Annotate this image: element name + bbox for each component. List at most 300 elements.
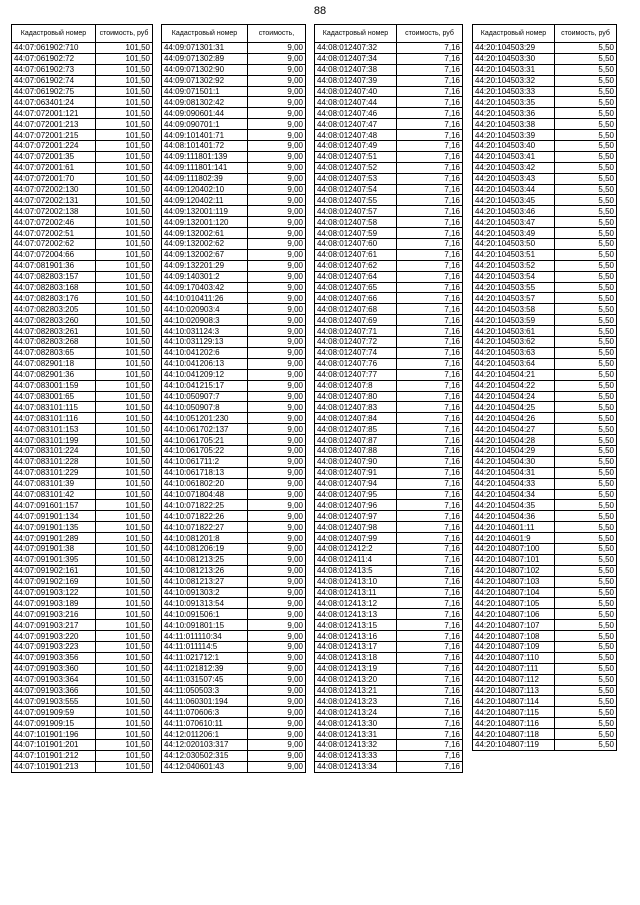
cadastral-number-cell: 44:07:072001:224 — [12, 141, 96, 152]
cadastral-number-cell: 44:08:012407:91 — [315, 467, 397, 478]
table-row — [162, 217, 306, 228]
cadastral-number-cell: 44:08:012413:30 — [315, 718, 397, 729]
table-row — [315, 456, 463, 467]
table-row — [12, 195, 153, 206]
table-row — [473, 543, 617, 554]
cost-cell: 7,16 — [397, 576, 463, 587]
page-number: 88 — [313, 5, 327, 17]
cadastral-number-cell: 44:12:030502:315 — [162, 750, 248, 761]
table-row — [473, 500, 617, 511]
cadastral-number-cell: 44:20:104807:118 — [473, 729, 555, 740]
table-row — [473, 424, 617, 435]
table-row — [12, 740, 153, 751]
table-row — [315, 108, 463, 119]
cost-cell: 101,50 — [96, 641, 153, 652]
cadastral-number-cell: 44:07:072002:46 — [12, 217, 96, 228]
table-row — [12, 304, 153, 315]
cost-cell: 9,00 — [248, 587, 306, 598]
cadastral-number-cell: 44:20:104503:32 — [473, 75, 555, 86]
cadastral-number-cell: 44:20:104807:109 — [473, 641, 555, 652]
cost-cell: 101,50 — [96, 119, 153, 130]
cadastral-number-cell: 44:09:132001:120 — [162, 217, 248, 228]
cost-cell: 7,16 — [397, 380, 463, 391]
cadastral-number-cell: 44:08:012407:44 — [315, 97, 397, 108]
cost-cell: 5,50 — [555, 707, 617, 718]
cadastral-number-cell: 44:10:020908:3 — [162, 315, 248, 326]
cadastral-number-cell: 44:11:021812:39 — [162, 663, 248, 674]
cadastral-number-cell: 44:20:104807:114 — [473, 696, 555, 707]
cadastral-number-cell: 44:11:021712:1 — [162, 652, 248, 663]
cadastral-table-1 — [11, 24, 153, 773]
table-row — [12, 86, 153, 97]
cadastral-number-cell: 44:08:012407:54 — [315, 184, 397, 195]
cost-cell: 9,00 — [248, 337, 306, 348]
cadastral-table-4 — [472, 24, 617, 751]
table-row — [12, 402, 153, 413]
cadastral-number-cell: 44:08:012413:24 — [315, 707, 397, 718]
cost-cell: 101,50 — [96, 130, 153, 141]
cadastral-number-cell: 44:07:083101:115 — [12, 402, 96, 413]
cost-cell: 5,50 — [555, 456, 617, 467]
cost-cell: 5,50 — [555, 631, 617, 642]
cost-cell: 5,50 — [555, 424, 617, 435]
table-row — [12, 97, 153, 108]
table-row — [162, 718, 306, 729]
cadastral-number-cell: 44:12:020103:317 — [162, 740, 248, 751]
cost-cell: 101,50 — [96, 740, 153, 751]
cost-cell: 9,00 — [248, 151, 306, 162]
table-row — [12, 141, 153, 152]
cadastral-number-cell: 44:07:072001:213 — [12, 119, 96, 130]
table-row — [315, 707, 463, 718]
table-row — [473, 435, 617, 446]
cadastral-number-cell: 44:10:081213:27 — [162, 576, 248, 587]
cost-cell: 9,00 — [248, 435, 306, 446]
table-row — [162, 674, 306, 685]
cadastral-number-cell: 44:09:071302:90 — [162, 64, 248, 75]
cost-cell: 9,00 — [248, 696, 306, 707]
cadastral-number-cell: 44:08:012413:11 — [315, 587, 397, 598]
table-row — [315, 445, 463, 456]
cadastral-number-cell: 44:20:104503:33 — [473, 86, 555, 97]
table-row — [12, 380, 153, 391]
cadastral-number-cell: 44:08:012407:32 — [315, 43, 397, 54]
table-row — [12, 369, 153, 380]
table-row — [315, 750, 463, 761]
cadastral-number-cell: 44:08:012407:88 — [315, 445, 397, 456]
table-row — [162, 522, 306, 533]
table-row — [162, 97, 306, 108]
cost-cell: 101,50 — [96, 456, 153, 467]
table-row — [315, 467, 463, 478]
cadastral-number-cell: 44:09:090601:44 — [162, 108, 248, 119]
cost-cell: 101,50 — [96, 718, 153, 729]
cadastral-number-cell: 44:08:012413:34 — [315, 761, 397, 772]
cost-cell: 9,00 — [248, 663, 306, 674]
table-row — [473, 293, 617, 304]
cadastral-number-cell: 44:08:101401:72 — [162, 141, 248, 152]
cost-cell: 101,50 — [96, 511, 153, 522]
table-row — [473, 239, 617, 250]
table-row — [473, 380, 617, 391]
cost-cell: 101,50 — [96, 674, 153, 685]
table-row — [162, 685, 306, 696]
cost-cell: 9,00 — [248, 391, 306, 402]
cadastral-number-cell: 44:08:012407:47 — [315, 119, 397, 130]
cadastral-number-cell: 44:09:120402:11 — [162, 195, 248, 206]
cost-cell: 101,50 — [96, 402, 153, 413]
cost-cell: 7,16 — [397, 598, 463, 609]
table-row — [315, 53, 463, 64]
cadastral-number-cell: 44:08:012407:34 — [315, 53, 397, 64]
cost-cell: 5,50 — [555, 598, 617, 609]
cost-cell: 9,00 — [248, 598, 306, 609]
cost-cell: 101,50 — [96, 554, 153, 565]
table-row — [12, 64, 153, 75]
cost-cell: 9,00 — [248, 206, 306, 217]
table-row — [315, 522, 463, 533]
table-row — [315, 271, 463, 282]
cadastral-number-cell: 44:07:091903:216 — [12, 609, 96, 620]
table-row — [12, 293, 153, 304]
cadastral-number-cell: 44:20:104503:51 — [473, 249, 555, 260]
table-row — [162, 337, 306, 348]
cadastral-number-cell: 44:07:091901:395 — [12, 554, 96, 565]
table-row — [162, 151, 306, 162]
table-row — [162, 380, 306, 391]
cost-cell: 7,16 — [397, 750, 463, 761]
table-row — [162, 86, 306, 97]
cadastral-number-cell: 44:11:031507:45 — [162, 674, 248, 685]
cost-cell: 9,00 — [248, 445, 306, 456]
cost-cell: 101,50 — [96, 761, 153, 772]
cost-cell: 101,50 — [96, 195, 153, 206]
table-row — [162, 631, 306, 642]
table-row — [12, 217, 153, 228]
cadastral-number-cell: 44:10:051201:230 — [162, 413, 248, 424]
cost-cell: 101,50 — [96, 43, 153, 54]
cost-cell: 5,50 — [555, 75, 617, 86]
table-row — [473, 445, 617, 456]
cost-cell: 5,50 — [555, 696, 617, 707]
cost-cell: 5,50 — [555, 533, 617, 544]
cost-cell: 5,50 — [555, 435, 617, 446]
cost-cell: 101,50 — [96, 609, 153, 620]
cadastral-number-cell: 44:10:041202:6 — [162, 347, 248, 358]
cost-cell: 7,16 — [397, 456, 463, 467]
cadastral-number-cell: 44:07:072002:51 — [12, 228, 96, 239]
cost-cell: 7,16 — [397, 271, 463, 282]
cadastral-number-cell: 44:10:041206:13 — [162, 358, 248, 369]
cost-cell: 101,50 — [96, 565, 153, 576]
table-row — [162, 620, 306, 631]
cadastral-number-cell: 44:08:012407:85 — [315, 424, 397, 435]
table-row — [162, 663, 306, 674]
cost-cell: 7,16 — [397, 761, 463, 772]
table-row — [12, 761, 153, 772]
cost-cell: 5,50 — [555, 380, 617, 391]
cost-cell: 7,16 — [397, 631, 463, 642]
cost-cell: 101,50 — [96, 587, 153, 598]
cadastral-number-cell: 44:09:111802:39 — [162, 173, 248, 184]
cost-cell: 101,50 — [96, 543, 153, 554]
cadastral-number-cell: 44:07:083101:153 — [12, 424, 96, 435]
cost-cell: 101,50 — [96, 151, 153, 162]
cost-cell: 7,16 — [397, 663, 463, 674]
cadastral-number-cell: 44:07:072004:66 — [12, 249, 96, 260]
cadastral-number-cell: 44:09:090701:1 — [162, 119, 248, 130]
cost-cell: 101,50 — [96, 86, 153, 97]
table-row — [473, 75, 617, 86]
cadastral-number-cell: 44:20:104504:36 — [473, 511, 555, 522]
cost-cell: 101,50 — [96, 239, 153, 250]
table-row — [162, 598, 306, 609]
cadastral-number-cell: 44:08:012407:96 — [315, 500, 397, 511]
table-row — [12, 652, 153, 663]
cost-cell: 7,16 — [397, 729, 463, 740]
cost-cell: 7,16 — [397, 162, 463, 173]
table-row — [473, 228, 617, 239]
table-row — [315, 151, 463, 162]
cadastral-number-cell: 44:20:104807:105 — [473, 598, 555, 609]
cadastral-number-cell: 44:08:012407:76 — [315, 358, 397, 369]
cadastral-number-cell: 44:09:120402:10 — [162, 184, 248, 195]
table-row — [473, 467, 617, 478]
cost-cell: 9,00 — [248, 511, 306, 522]
cadastral-number-cell: 44:11:070610:11 — [162, 718, 248, 729]
cost-cell: 5,50 — [555, 543, 617, 554]
table-row — [12, 249, 153, 260]
cadastral-number-cell: 44:10:010411:26 — [162, 293, 248, 304]
table-row — [162, 435, 306, 446]
cost-cell: 9,00 — [248, 293, 306, 304]
cost-cell: 9,00 — [248, 217, 306, 228]
cadastral-number-cell: 44:08:012407:90 — [315, 456, 397, 467]
cadastral-number-cell: 44:07:072001:215 — [12, 130, 96, 141]
cost-cell: 9,00 — [248, 543, 306, 554]
cadastral-number-cell: 44:08:012407:62 — [315, 260, 397, 271]
cadastral-number-cell: 44:20:104503:36 — [473, 108, 555, 119]
cost-cell: 7,16 — [397, 369, 463, 380]
cadastral-number-cell: 44:20:104807:100 — [473, 543, 555, 554]
cadastral-number-cell: 44:07:091903:356 — [12, 652, 96, 663]
cost-cell: 7,16 — [397, 435, 463, 446]
table-row — [473, 685, 617, 696]
table-row — [473, 478, 617, 489]
cost-cell: 5,50 — [555, 239, 617, 250]
table-row — [473, 315, 617, 326]
cadastral-number-cell: 44:07:083101:228 — [12, 456, 96, 467]
cadastral-number-cell: 44:08:012407:99 — [315, 533, 397, 544]
cost-cell: 101,50 — [96, 228, 153, 239]
table-row — [12, 445, 153, 456]
cadastral-number-cell: 44:20:104807:108 — [473, 631, 555, 642]
table-row — [473, 576, 617, 587]
cadastral-number-cell: 44:09:111801:141 — [162, 162, 248, 173]
cost-cell: 101,50 — [96, 141, 153, 152]
cadastral-number-cell: 44:10:061718:13 — [162, 467, 248, 478]
cost-cell: 5,50 — [555, 718, 617, 729]
table-row — [162, 358, 306, 369]
cadastral-number-cell: 44:20:104504:24 — [473, 391, 555, 402]
cost-cell: 101,50 — [96, 685, 153, 696]
cost-cell: 5,50 — [555, 445, 617, 456]
table-row — [12, 750, 153, 761]
cost-cell: 101,50 — [96, 293, 153, 304]
cost-cell: 7,16 — [397, 500, 463, 511]
cost-cell: 5,50 — [555, 413, 617, 424]
cost-cell: 5,50 — [555, 337, 617, 348]
cost-cell: 7,16 — [397, 445, 463, 456]
cost-cell: 9,00 — [248, 674, 306, 685]
cost-cell: 5,50 — [555, 195, 617, 206]
table-row — [162, 750, 306, 761]
cadastral-number-cell: 44:08:012413:15 — [315, 620, 397, 631]
cost-cell: 9,00 — [248, 467, 306, 478]
cost-cell: 101,50 — [96, 271, 153, 282]
cost-cell: 101,50 — [96, 445, 153, 456]
cost-cell: 5,50 — [555, 206, 617, 217]
table-row — [315, 587, 463, 598]
cost-cell: 9,00 — [248, 347, 306, 358]
cost-cell: 5,50 — [555, 740, 617, 751]
cost-cell: 5,50 — [555, 652, 617, 663]
table-row — [315, 576, 463, 587]
cadastral-number-cell: 44:08:012407:60 — [315, 239, 397, 250]
table-row — [162, 478, 306, 489]
cost-cell: 7,16 — [397, 543, 463, 554]
table-row — [315, 358, 463, 369]
table-row — [162, 511, 306, 522]
cost-cell: 5,50 — [555, 565, 617, 576]
cadastral-number-cell: 44:09:170403:42 — [162, 282, 248, 293]
cadastral-number-cell: 44:07:083101:116 — [12, 413, 96, 424]
cost-cell: 9,00 — [248, 53, 306, 64]
cadastral-number-cell: 44:11:050503:3 — [162, 685, 248, 696]
table-row — [315, 315, 463, 326]
table-row — [315, 511, 463, 522]
cost-cell: 5,50 — [555, 685, 617, 696]
table-row — [162, 260, 306, 271]
cadastral-number-cell: 44:08:012413:17 — [315, 641, 397, 652]
cadastral-number-cell: 44:10:091506:1 — [162, 609, 248, 620]
table-row — [12, 435, 153, 446]
cost-cell: 5,50 — [555, 108, 617, 119]
cadastral-number-cell: 44:20:104503:46 — [473, 206, 555, 217]
table-row — [473, 718, 617, 729]
table-row — [12, 543, 153, 554]
cadastral-number-cell: 44:08:012407:39 — [315, 75, 397, 86]
cadastral-number-cell: 44:08:012407:46 — [315, 108, 397, 119]
cost-cell: 7,16 — [397, 358, 463, 369]
cadastral-number-cell: 44:07:082803:205 — [12, 304, 96, 315]
cost-cell: 5,50 — [555, 554, 617, 565]
cadastral-number-cell: 44:20:104503:38 — [473, 119, 555, 130]
cost-cell: 101,50 — [96, 424, 153, 435]
cadastral-number-cell: 44:08:012413:32 — [315, 740, 397, 751]
cadastral-number-cell: 44:07:091903:189 — [12, 598, 96, 609]
table-row — [473, 707, 617, 718]
cadastral-number-cell: 44:20:104503:42 — [473, 162, 555, 173]
table-row — [12, 151, 153, 162]
cost-cell: 9,00 — [248, 97, 306, 108]
cadastral-number-cell: 44:07:082803:268 — [12, 337, 96, 348]
cadastral-number-cell: 44:20:104503:31 — [473, 64, 555, 75]
cadastral-number-cell: 44:07:083101:229 — [12, 467, 96, 478]
cadastral-number-cell: 44:09:071501:1 — [162, 86, 248, 97]
cost-cell: 101,50 — [96, 413, 153, 424]
cadastral-number-cell: 44:08:012407:57 — [315, 206, 397, 217]
cadastral-number-cell: 44:08:012407:84 — [315, 413, 397, 424]
cadastral-number-header: Кадастровый номер — [162, 25, 248, 43]
cadastral-number-cell: 44:10:081213:26 — [162, 565, 248, 576]
cadastral-number-cell: 44:07:091902:169 — [12, 576, 96, 587]
cadastral-number-cell: 44:09:140301:2 — [162, 271, 248, 282]
cost-cell: 9,00 — [248, 228, 306, 239]
table-row — [315, 97, 463, 108]
table-row — [12, 511, 153, 522]
cost-cell: 9,00 — [248, 282, 306, 293]
cadastral-number-cell: 44:20:104504:26 — [473, 413, 555, 424]
cadastral-number-cell: 44:20:104807:107 — [473, 620, 555, 631]
cadastral-number-cell: 44:10:081201:8 — [162, 533, 248, 544]
cadastral-number-cell: 44:20:104503:62 — [473, 337, 555, 348]
cadastral-number-cell: 44:07:082803:261 — [12, 326, 96, 337]
cost-cell: 9,00 — [248, 326, 306, 337]
table-row — [315, 761, 463, 772]
cadastral-number-cell: 44:07:083001:159 — [12, 380, 96, 391]
cadastral-number-cell: 44:07:091909:59 — [12, 707, 96, 718]
table-row — [162, 195, 306, 206]
cadastral-number-cell: 44:20:104807:112 — [473, 674, 555, 685]
cost-cell: 101,50 — [96, 435, 153, 446]
cadastral-number-cell: 44:10:071822:26 — [162, 511, 248, 522]
table-row — [12, 489, 153, 500]
table-row — [162, 315, 306, 326]
table-row — [473, 456, 617, 467]
cost-cell: 5,50 — [555, 86, 617, 97]
table-row — [473, 674, 617, 685]
cost-cell: 5,50 — [555, 282, 617, 293]
cadastral-number-cell: 44:10:061702:137 — [162, 424, 248, 435]
cost-cell: 101,50 — [96, 750, 153, 761]
cost-cell: 9,00 — [248, 184, 306, 195]
table-row — [12, 729, 153, 740]
cadastral-number-cell: 44:07:061902:74 — [12, 75, 96, 86]
cadastral-number-cell: 44:09:081302:42 — [162, 97, 248, 108]
cost-cell: 5,50 — [555, 620, 617, 631]
table-row — [315, 478, 463, 489]
cadastral-number-cell: 44:10:071822:25 — [162, 500, 248, 511]
cadastral-number-cell: 44:10:091801:15 — [162, 620, 248, 631]
table-row — [315, 249, 463, 260]
cadastral-number-cell: 44:08:012407:72 — [315, 337, 397, 348]
table-row — [473, 631, 617, 642]
cost-cell: 9,00 — [248, 75, 306, 86]
cost-cell: 9,00 — [248, 631, 306, 642]
cadastral-number-cell: 44:07:072002:131 — [12, 195, 96, 206]
cost-cell: 5,50 — [555, 500, 617, 511]
table-row — [315, 663, 463, 674]
cost-cell: 7,16 — [397, 620, 463, 631]
cadastral-number-cell: 44:08:012407:98 — [315, 522, 397, 533]
table-row — [473, 282, 617, 293]
cost-cell: 7,16 — [397, 478, 463, 489]
cost-cell: 5,50 — [555, 641, 617, 652]
table-row — [12, 620, 153, 631]
cost-cell: 5,50 — [555, 228, 617, 239]
cost-cell: 7,16 — [397, 184, 463, 195]
